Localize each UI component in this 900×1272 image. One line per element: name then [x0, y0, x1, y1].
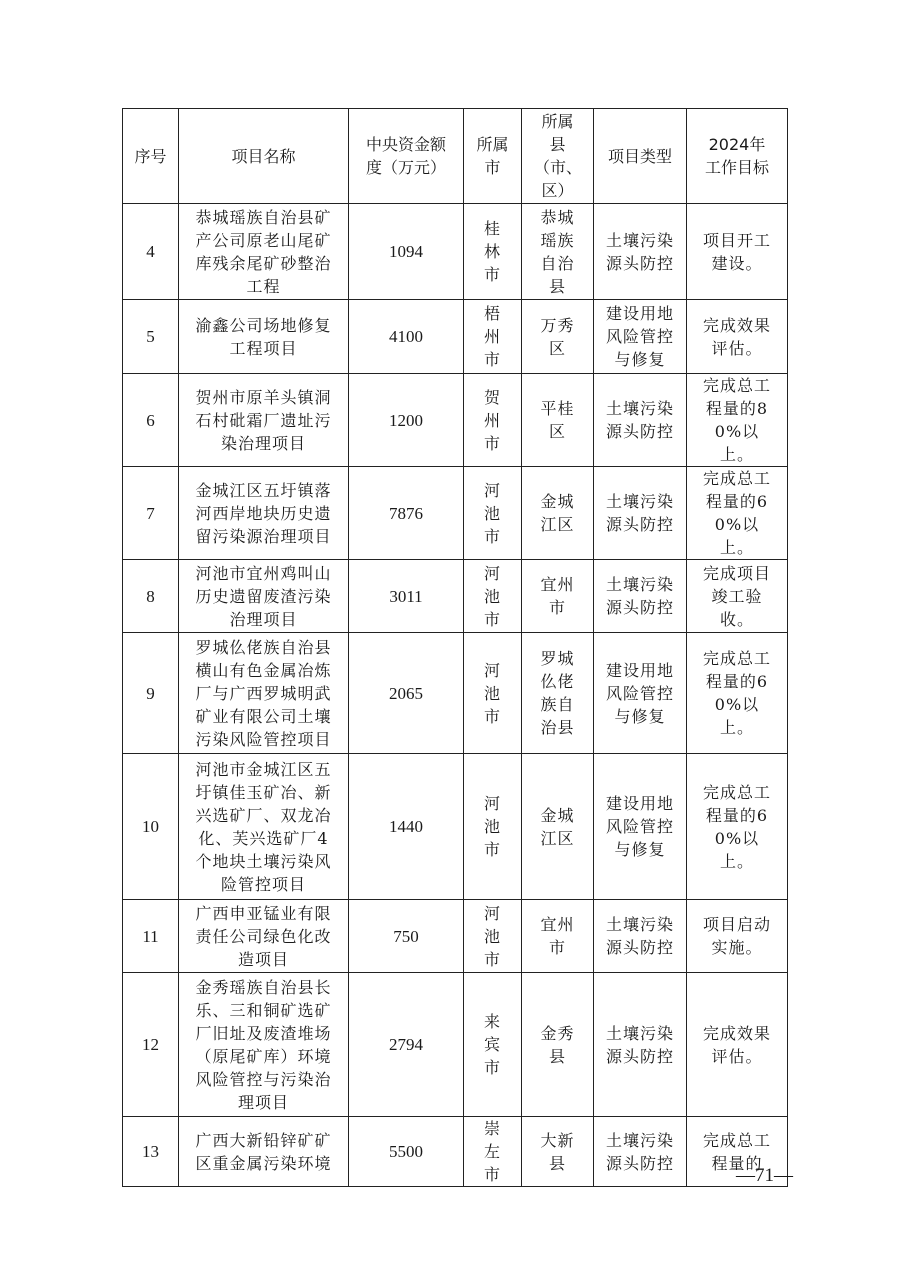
cell-city: 来宾市 — [464, 973, 522, 1117]
cell-seq: 10 — [123, 754, 179, 900]
cell-goal: 完成总工程量的80%以上。 — [687, 374, 788, 467]
page-number: —71— — [736, 1165, 793, 1186]
cell-county: 金城江区 — [522, 754, 594, 900]
cell-county: 罗城仫佬族自治县 — [522, 633, 594, 754]
cell-county: 金秀县 — [522, 973, 594, 1117]
cell-type: 土壤污染源头防控 — [594, 900, 687, 973]
cell-goal: 完成效果评估。 — [687, 973, 788, 1117]
cell-name: 广西大新铅锌矿矿区重金属污染环境 — [179, 1117, 349, 1187]
header-goal: 2024年工作目标 — [687, 109, 788, 204]
cell-city: 河池市 — [464, 560, 522, 633]
cell-goal: 项目启动实施。 — [687, 900, 788, 973]
cell-goal: 完成项目竣工验收。 — [687, 560, 788, 633]
cell-goal: 完成总工程量的60%以上。 — [687, 633, 788, 754]
table-row — [123, 204, 788, 300]
cell-name: 河池市宜州鸡叫山历史遗留废渣污染治理项目 — [179, 560, 349, 633]
cell-name: 渝鑫公司场地修复工程项目 — [179, 300, 349, 374]
cell-city: 梧州市 — [464, 300, 522, 374]
cell-funds: 4100 — [349, 300, 464, 374]
cell-county: 大新县 — [522, 1117, 594, 1187]
cell-type: 土壤污染源头防控 — [594, 467, 687, 560]
cell-type: 土壤污染源头防控 — [594, 973, 687, 1117]
cell-funds: 1094 — [349, 204, 464, 300]
cell-type: 建设用地风险管控与修复 — [594, 754, 687, 900]
header-seq: 序号 — [123, 109, 179, 204]
table-row — [123, 560, 788, 633]
header-funds: 中央资金额度（万元） — [349, 109, 464, 204]
project-table-container — [122, 108, 787, 1187]
cell-county: 恭城瑶族自治县 — [522, 204, 594, 300]
table-row — [123, 300, 788, 374]
cell-type: 建设用地风险管控与修复 — [594, 633, 687, 754]
cell-name: 广西申亚锰业有限责任公司绿色化改造项目 — [179, 900, 349, 973]
cell-type: 土壤污染源头防控 — [594, 374, 687, 467]
cell-name: 贺州市原羊头镇洞石村砒霜厂遗址污染治理项目 — [179, 374, 349, 467]
table-row — [123, 467, 788, 560]
project-table — [122, 108, 788, 1187]
cell-city: 河池市 — [464, 900, 522, 973]
cell-funds: 2794 — [349, 973, 464, 1117]
cell-seq: 8 — [123, 560, 179, 633]
cell-goal: 完成总工程量的 — [687, 1117, 788, 1187]
cell-county: 宜州市 — [522, 560, 594, 633]
cell-type: 建设用地风险管控与修复 — [594, 300, 687, 374]
header-city: 所属市 — [464, 109, 522, 204]
header-row — [123, 109, 788, 204]
table-row — [123, 374, 788, 467]
header-type: 项目类型 — [594, 109, 687, 204]
table-row — [123, 633, 788, 754]
cell-city: 河池市 — [464, 754, 522, 900]
table-row — [123, 900, 788, 973]
table-row — [123, 754, 788, 900]
cell-seq: 7 — [123, 467, 179, 560]
cell-seq: 4 — [123, 204, 179, 300]
table-row — [123, 973, 788, 1117]
cell-funds: 750 — [349, 900, 464, 973]
cell-seq: 12 — [123, 973, 179, 1117]
cell-seq: 11 — [123, 900, 179, 973]
cell-goal: 项目开工建设。 — [687, 204, 788, 300]
cell-name: 金秀瑶族自治县长乐、三和铜矿选矿厂旧址及废渣堆场（原尾矿库）环境风险管控与污染治理项目 — [179, 973, 349, 1117]
cell-type: 土壤污染源头防控 — [594, 1117, 687, 1187]
header-county: 所属县（市、区） — [522, 109, 594, 204]
cell-seq: 5 — [123, 300, 179, 374]
cell-goal: 完成总工程量的60%以上。 — [687, 467, 788, 560]
cell-county: 宜州市 — [522, 900, 594, 973]
cell-funds: 2065 — [349, 633, 464, 754]
cell-goal: 完成效果评估。 — [687, 300, 788, 374]
cell-name: 河池市金城江区五圩镇佳玉矿冶、新兴选矿厂、双龙冶化、芙兴选矿厂4个地块土壤污染风险管控项目 — [179, 754, 349, 900]
table-row — [123, 1117, 788, 1187]
cell-city: 桂林市 — [464, 204, 522, 300]
cell-county: 平桂区 — [522, 374, 594, 467]
cell-funds: 7876 — [349, 467, 464, 560]
cell-funds: 3011 — [349, 560, 464, 633]
cell-name: 恭城瑶族自治县矿产公司原老山尾矿库残余尾矿砂整治工程 — [179, 204, 349, 300]
header-name: 项目名称 — [179, 109, 349, 204]
cell-funds: 1200 — [349, 374, 464, 467]
cell-county: 金城江区 — [522, 467, 594, 560]
cell-city: 崇左市 — [464, 1117, 522, 1187]
cell-seq: 9 — [123, 633, 179, 754]
cell-city: 河池市 — [464, 467, 522, 560]
cell-type: 土壤污染源头防控 — [594, 560, 687, 633]
cell-funds: 1440 — [349, 754, 464, 900]
cell-goal: 完成总工程量的60%以上。 — [687, 754, 788, 900]
cell-name: 罗城仫佬族自治县横山有色金属冶炼厂与广西罗城明武矿业有限公司土壤污染风险管控项目 — [179, 633, 349, 754]
cell-seq: 13 — [123, 1117, 179, 1187]
cell-city: 河池市 — [464, 633, 522, 754]
cell-city: 贺州市 — [464, 374, 522, 467]
cell-type: 土壤污染源头防控 — [594, 204, 687, 300]
cell-seq: 6 — [123, 374, 179, 467]
cell-name: 金城江区五圩镇落河西岸地块历史遗留污染源治理项目 — [179, 467, 349, 560]
cell-funds: 5500 — [349, 1117, 464, 1187]
cell-county: 万秀区 — [522, 300, 594, 374]
